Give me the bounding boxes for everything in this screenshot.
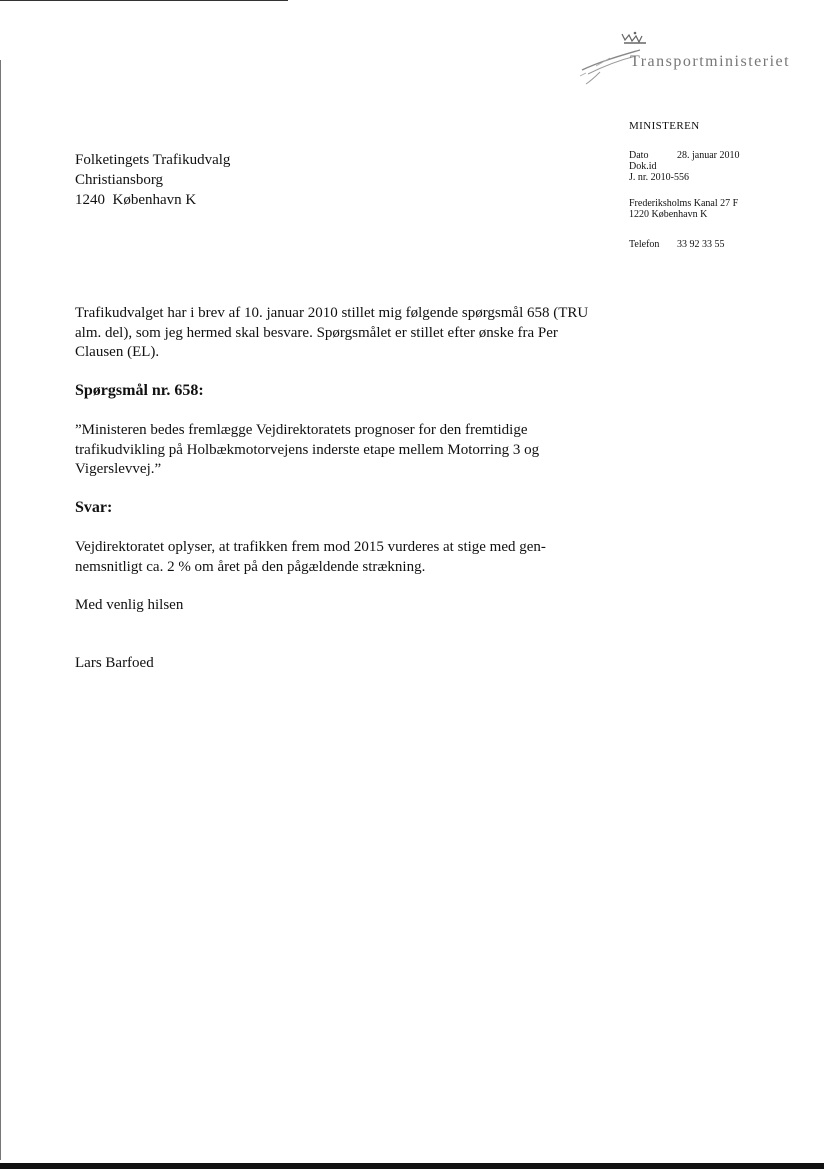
- journal-row: [629, 172, 740, 183]
- date-row: [629, 150, 740, 161]
- answer-paragraph: Vejdirektoratet oplyser, at trafikken frem mod 2015 vurderes at stige med gen-nemsnitligt ca. 2 % om året på den pågældende strækning.: [75, 539, 546, 575]
- scan-edge-left: [0, 60, 1, 1160]
- phone-value: 33 92 33 55: [677, 239, 725, 250]
- logo-wordmark: Transportministeriet: [630, 53, 791, 70]
- scan-edge-bottom: [0, 1163, 824, 1169]
- scan-edge-top: [0, 0, 288, 1]
- answer-heading: Svar:: [75, 499, 113, 516]
- address-line-2: 1220 København K: [629, 209, 708, 220]
- recipient-line-2: Christiansborg: [75, 172, 164, 188]
- journal-value: 2010-556: [650, 172, 690, 183]
- phone-row: [629, 239, 725, 250]
- dok-id-row: [629, 161, 740, 172]
- dok-id-label: Dok.id: [629, 161, 657, 172]
- journal-label: J. nr.: [629, 172, 649, 183]
- document-meta: [629, 150, 740, 183]
- date-value: 28. januar 2010: [677, 150, 740, 161]
- recipient-line-1: Folketingets Trafikudvalg: [75, 152, 231, 168]
- sender-address: [629, 198, 738, 220]
- recipient-line-3: 1240 København K: [75, 192, 197, 208]
- signature-name: Lars Barfoed: [75, 655, 154, 671]
- ministry-logo: [574, 28, 794, 90]
- closing-phrase: Med venlig hilsen: [75, 597, 184, 613]
- recipient-address: [75, 150, 230, 210]
- sender-heading: MINISTEREN: [629, 120, 700, 132]
- question-paragraph: ”Ministeren bedes fremlægge Vejdirektoratets prognoser for den fremtidige trafikudvikling på Holbækmotorvejens inderste etape mellem Motorring 3 og Vigerslevvej.”: [75, 422, 540, 477]
- address-line-1: Frederiksholms Kanal 27 F: [629, 198, 739, 209]
- question-heading: Spørgsmål nr. 658:: [75, 382, 204, 399]
- phone-label: Telefon: [629, 239, 660, 250]
- intro-paragraph: Trafikudvalget har i brev af 10. januar 2010 stillet mig følgende spørgsmål 658 (TRU alm. del), som jeg hermed skal besvare. Spørgsmålet er stillet efter ønske fra Per Clausen (EL).: [75, 305, 589, 360]
- date-label: Dato: [629, 150, 649, 161]
